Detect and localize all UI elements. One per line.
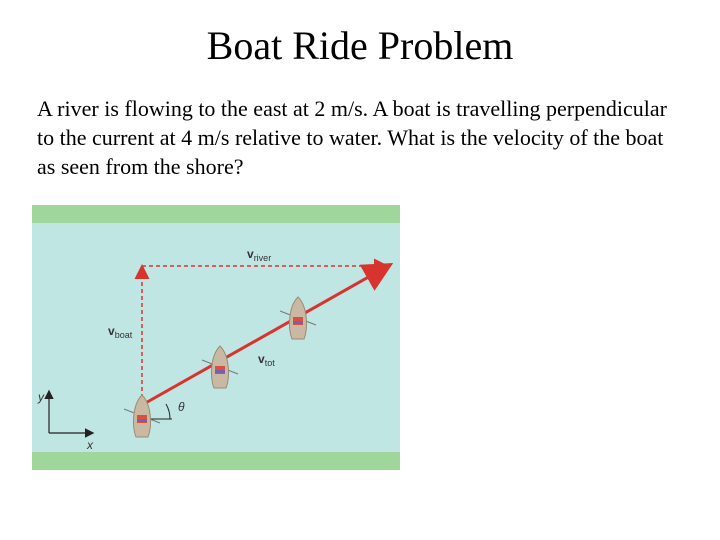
river-water — [32, 205, 400, 470]
v-tot-label-main: v — [258, 352, 265, 366]
axis-y-label: y — [38, 390, 44, 404]
v-boat-label-sub: boat — [114, 330, 133, 340]
v-boat-label-main: v — [108, 324, 115, 338]
figure-svg — [32, 205, 400, 470]
theta-label: θ — [178, 400, 185, 414]
v-river-label-sub: river — [253, 253, 272, 263]
axis-x-label: x — [87, 438, 93, 452]
boat-vector-figure — [32, 205, 400, 470]
problem-text: A river is flowing to the east at 2 m/s. A boat is travelling perpendicular to the current at 4 m/s relative to water. What is the velocity of the boat as seen from the shore? — [37, 96, 667, 179]
north-bank — [32, 205, 400, 223]
south-bank — [32, 452, 400, 470]
v-river-label-main: v — [247, 247, 254, 261]
v-tot-label-sub: tot — [264, 358, 275, 368]
slide-title: Boat Ride Problem — [206, 23, 514, 68]
